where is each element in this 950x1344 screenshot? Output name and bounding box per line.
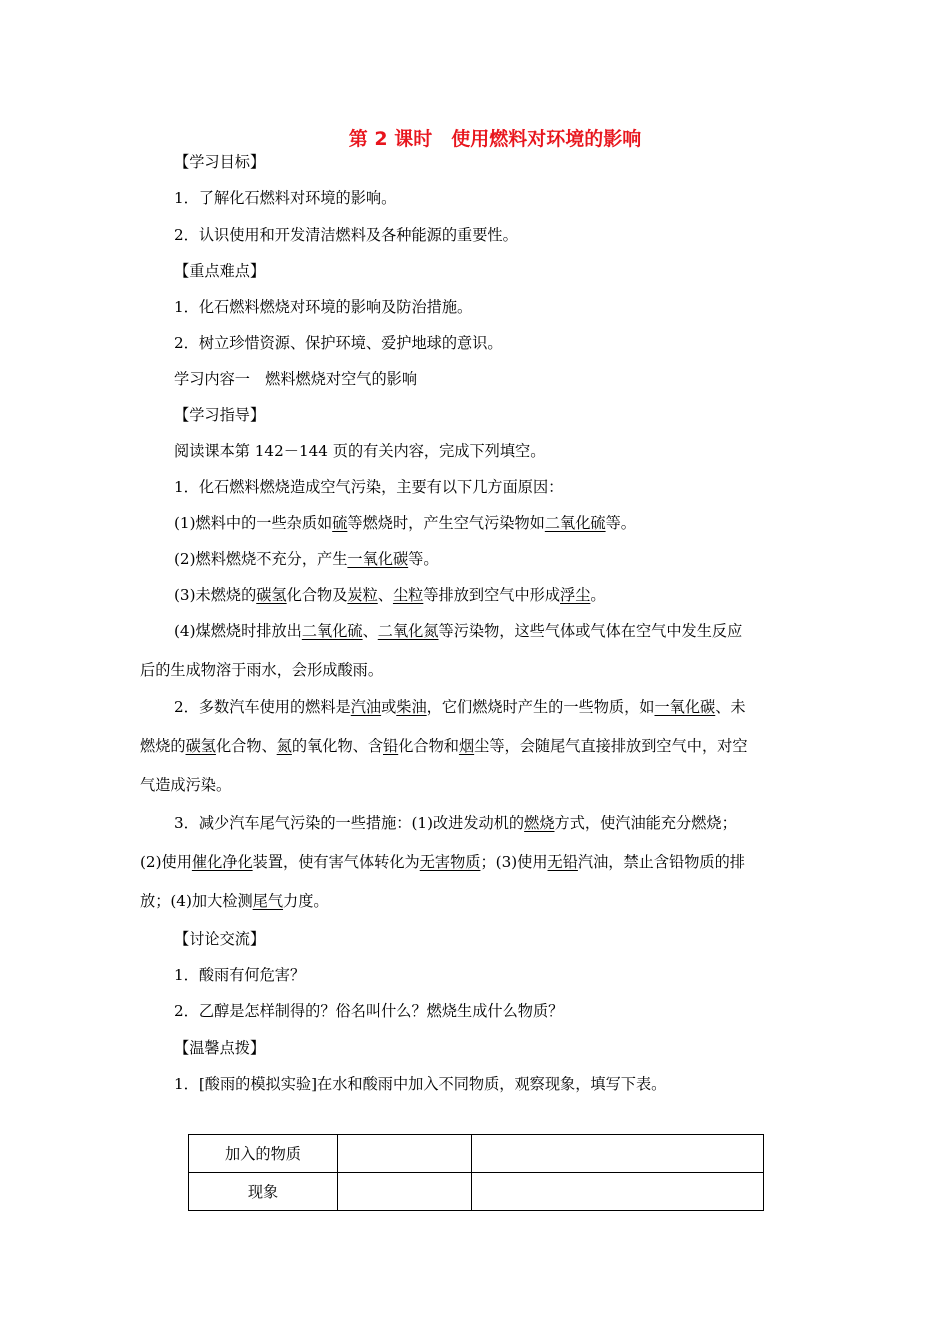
answer-blank: 二氧化氮	[377, 622, 439, 640]
guide-instruction: 阅读课本第 142－144 页的有关内容，完成下列填空。	[174, 442, 546, 460]
question-1-part-2: (2)燃料燃烧不充分，产生一氧化碳等。	[174, 550, 439, 568]
question-2-cont-2: 气造成污染。	[140, 776, 232, 794]
question-1-part-1: (1)燃料中的一些杂质如硫等燃烧时，产生空气污染物如二氧化硫等。	[174, 514, 636, 532]
table-cell-blank	[472, 1135, 764, 1173]
question-1-part-4-cont: 后的生成物溶于雨水，会形成酸雨。	[140, 661, 383, 679]
answer-blank: 碳氢	[185, 737, 216, 755]
table-cell-blank	[338, 1173, 472, 1211]
answer-blank: 硫	[332, 514, 348, 532]
answer-blank: 二氧化硫	[301, 622, 363, 640]
question-3-cont: (2)使用催化净化装置，使有害气体转化为无害物质；(3)使用无铅汽油，禁止含铅物质的排	[140, 853, 745, 871]
table-cell-label: 现象	[189, 1173, 338, 1211]
discussion-item-1: 1．酸雨有何危害？	[174, 966, 306, 984]
answer-blank: 一氧化碳	[654, 698, 716, 716]
answer-blank: 尘粒	[392, 586, 424, 604]
question-2-cont: 燃烧的碳氢化合物、氮的氧化物、含铅化合物和烟尘等，会随尾气直接排放到空气中，对空	[140, 737, 748, 755]
answer-blank: 催化净化	[191, 853, 253, 871]
answer-blank: 尾气	[252, 892, 284, 910]
answer-blank: 汽油	[350, 698, 382, 716]
section-header-goals: 【学习目标】	[174, 153, 266, 171]
goal-item-1: 1．了解化石燃料对环境的影响。	[174, 189, 397, 207]
page-title: 第 2 课时 使用燃料对环境的影响	[348, 128, 642, 150]
answer-blank: 浮尘	[560, 586, 591, 604]
answer-blank: 无害物质	[419, 853, 481, 871]
answer-blank: 一氧化碳	[347, 550, 409, 568]
question-2: 2．多数汽车使用的燃料是汽油或柴油，它们燃烧时产生的一些物质，如一氧化碳、未	[174, 698, 746, 716]
answer-blank: 铅	[383, 737, 399, 755]
discussion-item-2: 2．乙醇是怎样制得的？俗名叫什么？燃烧生成什么物质？	[174, 1002, 564, 1020]
table-cell-label: 加入的物质	[189, 1135, 338, 1173]
answer-blank: 碳氢	[256, 586, 287, 604]
table-cell-blank	[472, 1173, 764, 1211]
key-item-2: 2．树立珍惜资源、保护环境、爱护地球的意识。	[174, 334, 503, 352]
table-row	[189, 1135, 764, 1173]
answer-blank: 无铅	[547, 853, 578, 871]
question-3-cont-2: 放；(4)加大检测尾气力度。	[140, 892, 329, 910]
answer-blank: 燃烧	[524, 814, 555, 832]
answer-blank: 二氧化硫	[544, 514, 606, 532]
answer-blank: 炭粒	[347, 586, 378, 604]
section-header-discussion: 【讨论交流】	[174, 930, 266, 948]
question-1: 1．化石燃料燃烧造成空气污染，主要有以下几方面原因：	[174, 478, 564, 496]
answer-blank: 柴油	[396, 698, 427, 716]
content-heading-1: 学习内容一 燃料燃烧对空气的影响	[174, 370, 417, 388]
experiment-table	[188, 1134, 764, 1211]
goal-item-2: 2．认识使用和开发清洁燃料及各种能源的重要性。	[174, 226, 518, 244]
question-1-part-4: (4)煤燃烧时排放出二氧化硫、二氧化氮等污染物，这些气体或气体在空气中发生反应	[174, 622, 743, 640]
section-header-guide: 【学习指导】	[174, 406, 266, 424]
question-3: 3．减少汽车尾气污染的一些措施：(1)改进发动机的燃烧方式，使汽油能充分燃烧；	[174, 814, 737, 832]
table-cell-blank	[338, 1135, 472, 1173]
key-item-1: 1．化石燃料燃烧对环境的影响及防治措施。	[174, 298, 473, 316]
table-row	[189, 1173, 764, 1211]
tip-item-1: 1．[酸雨的模拟实验]在水和酸雨中加入不同物质，观察现象，填写下表。	[174, 1075, 667, 1093]
answer-blank: 氮	[276, 737, 292, 755]
answer-blank: 烟	[458, 737, 475, 755]
section-header-tips: 【温馨点拨】	[174, 1039, 266, 1057]
question-1-part-3: (3)未燃烧的碳氢化合物及炭粒、尘粒等排放到空气中形成浮尘。	[174, 586, 606, 604]
section-header-key-points: 【重点难点】	[174, 262, 266, 280]
